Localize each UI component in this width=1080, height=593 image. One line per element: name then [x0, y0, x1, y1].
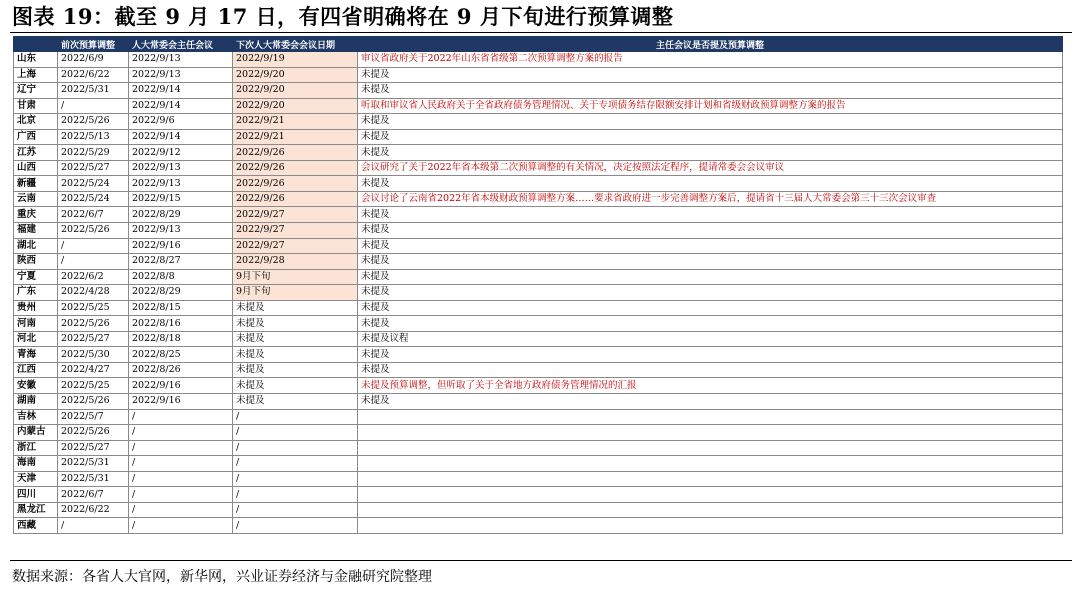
- province-cell: 重庆: [14, 207, 58, 223]
- mention-note-cell: 未提及预算调整，但听取了关于全省地方政府债务管理情况的汇报: [358, 378, 1063, 394]
- next-meeting-cell: /: [233, 409, 358, 425]
- prev-adjustment-cell: /: [58, 238, 129, 254]
- province-cell: 河南: [14, 316, 58, 332]
- table-row: [14, 347, 1063, 363]
- province-cell: 西藏: [14, 518, 58, 534]
- province-cell: 山东: [14, 52, 58, 68]
- mention-note-cell: 未提及议程: [358, 331, 1063, 347]
- province-cell: 甘肃: [14, 98, 58, 114]
- prev-adjustment-cell: 2022/6/2: [58, 269, 129, 285]
- table-row: [14, 285, 1063, 301]
- director-meeting-cell: /: [129, 502, 233, 518]
- next-meeting-cell: 未提及: [233, 316, 358, 332]
- director-meeting-cell: 2022/9/13: [129, 176, 233, 192]
- budget-adjustment-table: [13, 36, 1063, 534]
- table-row: [14, 409, 1063, 425]
- table-row: [14, 316, 1063, 332]
- table-row: [14, 52, 1063, 68]
- table-row: [14, 471, 1063, 487]
- next-meeting-cell: /: [233, 456, 358, 472]
- mention-note-cell: [358, 502, 1063, 518]
- director-meeting-cell: 2022/9/13: [129, 223, 233, 239]
- province-cell: 浙江: [14, 440, 58, 456]
- province-cell: 贵州: [14, 300, 58, 316]
- table-row: [14, 83, 1063, 99]
- next-meeting-cell: 2022/9/21: [233, 114, 358, 130]
- director-meeting-cell: /: [129, 456, 233, 472]
- director-meeting-cell: 2022/9/13: [129, 67, 233, 83]
- prev-adjustment-cell: 2022/5/26: [58, 394, 129, 410]
- mention-note-cell: 未提及: [358, 285, 1063, 301]
- prev-adjustment-cell: 2022/5/26: [58, 316, 129, 332]
- header-director-meeting: 人大常委会主任会议: [129, 37, 233, 52]
- table-body: [14, 52, 1063, 534]
- director-meeting-cell: 2022/8/27: [129, 254, 233, 270]
- prev-adjustment-cell: 2022/6/7: [58, 487, 129, 503]
- prev-adjustment-cell: 2022/5/25: [58, 300, 129, 316]
- mention-note-cell: 会议讨论了云南省2022年省本级财政预算调整方案……要求省政府进一步完善调整方案后，提请省十三届人大常委会第三十三次会议审查: [358, 191, 1063, 207]
- director-meeting-cell: /: [129, 440, 233, 456]
- mention-note-cell: 未提及: [358, 129, 1063, 145]
- mention-note-cell: [358, 518, 1063, 534]
- director-meeting-cell: /: [129, 409, 233, 425]
- director-meeting-cell: 2022/8/29: [129, 285, 233, 301]
- next-meeting-cell: 2022/9/21: [233, 129, 358, 145]
- director-meeting-cell: 2022/9/15: [129, 191, 233, 207]
- mention-note-cell: 会议研究了关于2022年省本级第二次预算调整的有关情况，决定按照法定程序，提请常委会会议审议: [358, 160, 1063, 176]
- director-meeting-cell: 2022/9/13: [129, 160, 233, 176]
- table-row: [14, 145, 1063, 161]
- figure-title: 图表 19：截至 9 月 17 日，有四省明确将在 9 月下旬进行预算调整: [12, 4, 674, 29]
- director-meeting-cell: 2022/8/16: [129, 316, 233, 332]
- mention-note-cell: 未提及: [358, 176, 1063, 192]
- prev-adjustment-cell: 2022/6/7: [58, 207, 129, 223]
- prev-adjustment-cell: 2022/5/27: [58, 160, 129, 176]
- mention-note-cell: 未提及: [358, 316, 1063, 332]
- table-row: [14, 223, 1063, 239]
- header-prev-adjustment: 前次预算调整: [58, 37, 129, 52]
- director-meeting-cell: 2022/9/16: [129, 378, 233, 394]
- next-meeting-cell: /: [233, 518, 358, 534]
- mention-note-cell: 未提及: [358, 254, 1063, 270]
- director-meeting-cell: 2022/8/29: [129, 207, 233, 223]
- next-meeting-cell: 2022/9/26: [233, 191, 358, 207]
- director-meeting-cell: 2022/8/15: [129, 300, 233, 316]
- next-meeting-cell: 2022/9/20: [233, 67, 358, 83]
- header-mentions-adjustment: 主任会议是否提及预算调整: [358, 37, 1063, 52]
- next-meeting-cell: 2022/9/28: [233, 254, 358, 270]
- mention-note-cell: [358, 409, 1063, 425]
- prev-adjustment-cell: 2022/4/27: [58, 362, 129, 378]
- mention-note-cell: [358, 440, 1063, 456]
- province-cell: 辽宁: [14, 83, 58, 99]
- prev-adjustment-cell: 2022/5/25: [58, 378, 129, 394]
- province-cell: 云南: [14, 191, 58, 207]
- data-source-note: 数据来源：各省人大官网，新华网，兴业证券经济与金融研究院整理: [12, 569, 432, 585]
- province-cell: 新疆: [14, 176, 58, 192]
- next-meeting-cell: 未提及: [233, 331, 358, 347]
- next-meeting-cell: 9月下旬: [233, 269, 358, 285]
- province-cell: 四川: [14, 487, 58, 503]
- next-meeting-cell: 未提及: [233, 394, 358, 410]
- prev-adjustment-cell: 2022/5/13: [58, 129, 129, 145]
- prev-adjustment-cell: 2022/6/22: [58, 502, 129, 518]
- province-cell: 广西: [14, 129, 58, 145]
- prev-adjustment-cell: 2022/5/26: [58, 425, 129, 441]
- table-row: [14, 269, 1063, 285]
- director-meeting-cell: 2022/9/13: [129, 52, 233, 68]
- prev-adjustment-cell: /: [58, 254, 129, 270]
- province-cell: 宁夏: [14, 269, 58, 285]
- table-row: [14, 254, 1063, 270]
- mention-note-cell: 审议省政府关于2022年山东省省级第二次预算调整方案的报告: [358, 52, 1063, 68]
- director-meeting-cell: 2022/9/16: [129, 238, 233, 254]
- next-meeting-cell: 未提及: [233, 378, 358, 394]
- prev-adjustment-cell: 2022/5/27: [58, 440, 129, 456]
- director-meeting-cell: /: [129, 487, 233, 503]
- director-meeting-cell: 2022/9/16: [129, 394, 233, 410]
- mention-note-cell: [358, 471, 1063, 487]
- director-meeting-cell: 2022/9/14: [129, 98, 233, 114]
- source-divider: [10, 560, 1072, 561]
- province-cell: 江西: [14, 362, 58, 378]
- prev-adjustment-cell: 2022/6/22: [58, 67, 129, 83]
- next-meeting-cell: 2022/9/26: [233, 160, 358, 176]
- table-row: [14, 518, 1063, 534]
- mention-note-cell: 未提及: [358, 223, 1063, 239]
- next-meeting-cell: 2022/9/26: [233, 176, 358, 192]
- next-meeting-cell: 未提及: [233, 300, 358, 316]
- director-meeting-cell: 2022/9/14: [129, 83, 233, 99]
- province-cell: 陕西: [14, 254, 58, 270]
- next-meeting-cell: /: [233, 487, 358, 503]
- director-meeting-cell: /: [129, 471, 233, 487]
- province-cell: 天津: [14, 471, 58, 487]
- next-meeting-cell: /: [233, 425, 358, 441]
- prev-adjustment-cell: 2022/5/29: [58, 145, 129, 161]
- mention-note-cell: 未提及: [358, 362, 1063, 378]
- director-meeting-cell: /: [129, 518, 233, 534]
- table-row: [14, 487, 1063, 503]
- mention-note-cell: [358, 425, 1063, 441]
- mention-note-cell: 未提及: [358, 67, 1063, 83]
- next-meeting-cell: 9月下旬: [233, 285, 358, 301]
- mention-note-cell: 未提及: [358, 83, 1063, 99]
- next-meeting-cell: 未提及: [233, 347, 358, 363]
- table-header-row: [14, 37, 1063, 52]
- table-row: [14, 67, 1063, 83]
- next-meeting-cell: /: [233, 502, 358, 518]
- province-cell: 吉林: [14, 409, 58, 425]
- province-cell: 山西: [14, 160, 58, 176]
- mention-note-cell: 听取和审议省人民政府关于全省政府债务管理情况、关于专项债务结存限额安排计划和省级财政预算调整方案的报告: [358, 98, 1063, 114]
- mention-note-cell: 未提及: [358, 207, 1063, 223]
- table-row: [14, 207, 1063, 223]
- mention-note-cell: [358, 456, 1063, 472]
- prev-adjustment-cell: /: [58, 98, 129, 114]
- mention-note-cell: 未提及: [358, 394, 1063, 410]
- province-cell: 北京: [14, 114, 58, 130]
- next-meeting-cell: /: [233, 440, 358, 456]
- next-meeting-cell: 2022/9/20: [233, 98, 358, 114]
- mention-note-cell: 未提及: [358, 114, 1063, 130]
- table-row: [14, 331, 1063, 347]
- mention-note-cell: 未提及: [358, 300, 1063, 316]
- next-meeting-cell: 2022/9/19: [233, 52, 358, 68]
- director-meeting-cell: 2022/8/8: [129, 269, 233, 285]
- director-meeting-cell: 2022/9/6: [129, 114, 233, 130]
- table-row: [14, 191, 1063, 207]
- province-cell: 青海: [14, 347, 58, 363]
- prev-adjustment-cell: 2022/5/31: [58, 456, 129, 472]
- province-cell: 广东: [14, 285, 58, 301]
- prev-adjustment-cell: 2022/5/27: [58, 331, 129, 347]
- province-cell: 湖南: [14, 394, 58, 410]
- prev-adjustment-cell: 2022/5/31: [58, 471, 129, 487]
- next-meeting-cell: 2022/9/27: [233, 223, 358, 239]
- prev-adjustment-cell: /: [58, 518, 129, 534]
- province-cell: 河北: [14, 331, 58, 347]
- next-meeting-cell: 未提及: [233, 362, 358, 378]
- prev-adjustment-cell: 2022/4/28: [58, 285, 129, 301]
- table-row: [14, 362, 1063, 378]
- header-province: [14, 37, 58, 52]
- director-meeting-cell: 2022/9/12: [129, 145, 233, 161]
- director-meeting-cell: /: [129, 425, 233, 441]
- mention-note-cell: 未提及: [358, 238, 1063, 254]
- province-cell: 海南: [14, 456, 58, 472]
- province-cell: 江苏: [14, 145, 58, 161]
- table-row: [14, 456, 1063, 472]
- prev-adjustment-cell: 2022/5/26: [58, 223, 129, 239]
- mention-note-cell: 未提及: [358, 347, 1063, 363]
- province-cell: 黑龙江: [14, 502, 58, 518]
- province-cell: 上海: [14, 67, 58, 83]
- prev-adjustment-cell: 2022/5/24: [58, 176, 129, 192]
- prev-adjustment-cell: 2022/5/30: [58, 347, 129, 363]
- mention-note-cell: 未提及: [358, 269, 1063, 285]
- table-row: [14, 129, 1063, 145]
- header-next-meeting-date: 下次人大常委会会议日期: [233, 37, 358, 52]
- table-row: [14, 300, 1063, 316]
- table-row: [14, 394, 1063, 410]
- province-cell: 福建: [14, 223, 58, 239]
- province-cell: 内蒙古: [14, 425, 58, 441]
- director-meeting-cell: 2022/9/14: [129, 129, 233, 145]
- prev-adjustment-cell: 2022/6/9: [58, 52, 129, 68]
- next-meeting-cell: 2022/9/26: [233, 145, 358, 161]
- table-row: [14, 176, 1063, 192]
- prev-adjustment-cell: 2022/5/7: [58, 409, 129, 425]
- next-meeting-cell: 2022/9/27: [233, 207, 358, 223]
- table-row: [14, 378, 1063, 394]
- table-row: [14, 98, 1063, 114]
- mention-note-cell: [358, 487, 1063, 503]
- table-row: [14, 440, 1063, 456]
- title-underline: [10, 32, 1072, 33]
- prev-adjustment-cell: 2022/5/31: [58, 83, 129, 99]
- mention-note-cell: 未提及: [358, 145, 1063, 161]
- province-cell: 湖北: [14, 238, 58, 254]
- next-meeting-cell: 2022/9/20: [233, 83, 358, 99]
- next-meeting-cell: /: [233, 471, 358, 487]
- province-cell: 安徽: [14, 378, 58, 394]
- table-row: [14, 160, 1063, 176]
- director-meeting-cell: 2022/8/26: [129, 362, 233, 378]
- table-row: [14, 114, 1063, 130]
- director-meeting-cell: 2022/8/18: [129, 331, 233, 347]
- table-row: [14, 425, 1063, 441]
- table-row: [14, 238, 1063, 254]
- prev-adjustment-cell: 2022/5/24: [58, 191, 129, 207]
- director-meeting-cell: 2022/8/25: [129, 347, 233, 363]
- prev-adjustment-cell: 2022/5/26: [58, 114, 129, 130]
- table-row: [14, 502, 1063, 518]
- next-meeting-cell: 2022/9/27: [233, 238, 358, 254]
